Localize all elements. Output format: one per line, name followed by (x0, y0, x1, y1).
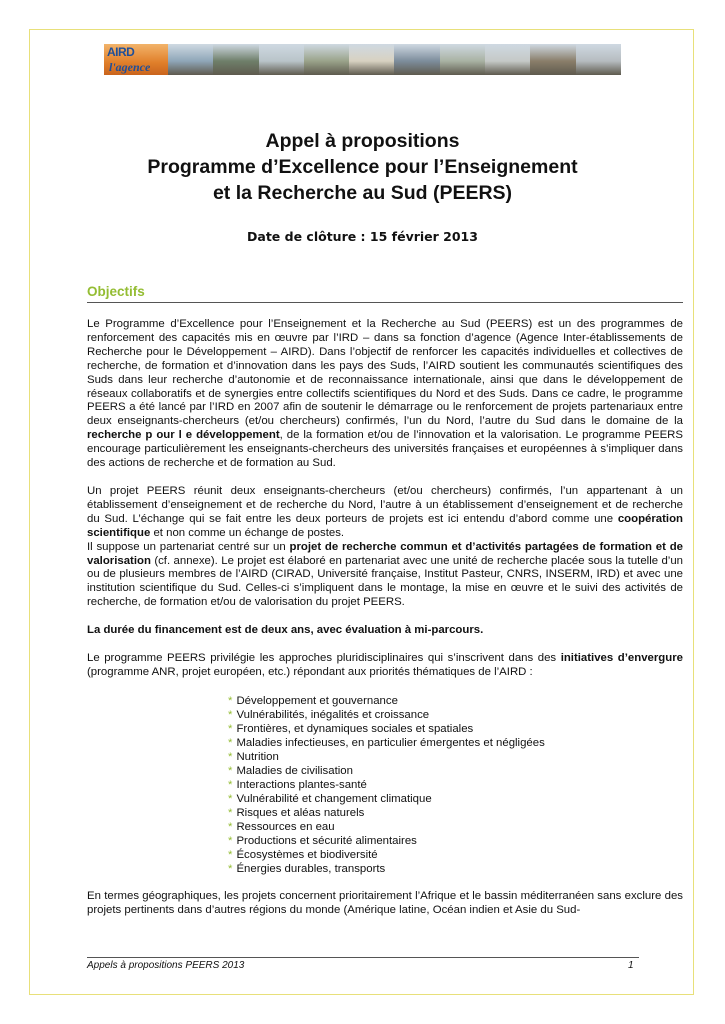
logo-sub-text: l'agence (109, 60, 151, 74)
list-item (228, 848, 683, 862)
paragraph-emphasis: initiatives d’envergure (560, 652, 683, 665)
logo-main-text: AIRD (107, 45, 135, 59)
bullet-star-icon: * (228, 694, 233, 707)
list-item-label: Risques et aléas naturels (236, 806, 365, 819)
bullet-star-icon: * (228, 806, 233, 819)
list-item (228, 834, 683, 848)
closing-date: Date de clôture : 15 février 2013 (247, 229, 478, 244)
banner-photo (349, 44, 394, 75)
bullet-star-icon: * (228, 722, 233, 735)
list-item-label: Développement et gouvernance (236, 694, 398, 707)
list-item (228, 820, 683, 834)
list-item (228, 792, 683, 806)
list-item (228, 708, 683, 722)
banner-photo-strip (168, 44, 621, 75)
bullet-star-icon: * (228, 736, 233, 749)
bullet-star-icon: * (228, 862, 233, 875)
list-item (228, 806, 683, 820)
list-item (228, 722, 683, 736)
header-banner (104, 44, 621, 75)
title-line-1: Appel à propositions (265, 130, 460, 152)
banner-photo (394, 44, 439, 75)
paragraph-text: (cf. annexe). Le projet est élaboré en partenariat avec une unité de recherche placée sous la tutelle d’un ou de plusieurs membres de l’AIRD (CIRAD, Université française, Institut Pasteur, CNRS, INSERM, IRD) et avec une institution scientifique du Sud. Celles-ci s’impliquent dans le montage, la mise en œuvre et le suivi des activités de recherche, de formation et/ou de valorisation du projet PEERS. (87, 554, 683, 609)
paragraph-emphasis: recherche p our l e développement (87, 429, 280, 442)
bullet-star-icon: * (228, 708, 233, 721)
banner-photo (304, 44, 349, 75)
banner-photo (259, 44, 304, 75)
list-item (228, 764, 683, 778)
paragraph-text: et non comme un échange de postes. (150, 526, 345, 539)
list-item-label: Vulnérabilités, inégalités et croissance (236, 708, 430, 721)
paragraph-projet (87, 485, 683, 541)
paragraph-geographie: En termes géographiques, les projets concernent prioritairement l’Afrique et le bassin méditerranéen sans exclure des projets pertinents dans d’autres régions du monde (Amérique latine, Océan indien et Asie du Sud- (87, 889, 683, 916)
paragraph-intro (87, 318, 683, 471)
banner-photo (530, 44, 575, 75)
aird-logo (104, 44, 168, 75)
list-item-label: Vulnérabilité et changement climatique (236, 792, 432, 805)
thematic-priorities-list (87, 694, 683, 876)
paragraph-text: Un projet PEERS réunit deux enseignants-chercheurs (et/ou chercheurs) confirmés, l’un appartenant à un établissement d’enseignement et de recherche du Nord, l’autre à un établissement d’enseignement et de recherche du Sud. L’échange qui se fait entre les deux porteurs de projets est ici entendu d’abord comme une (87, 484, 683, 525)
paragraph-emphasis: projet de recherche commun et d’activités partagées de formation et de valorisation (87, 540, 683, 567)
body-content (87, 318, 683, 918)
paragraph-text: Il suppose un partenariat centré sur un (87, 540, 290, 553)
paragraph-text: Le Programme d’Excellence pour l’Enseignement et la Recherche au Sud (PEERS) est un des programmes de renforcement des capacités mis en œuvre par l’IRD – dans sa fonction d’agence (Agence Inter-établissements de Recherche pour le Développement – AIRD). Dans l’objectif de renforcer les capacités individuelles et collectives de recherche, de formation et d’innovation dans les pays des Suds, l’AIRD soutient les communautés scientifiques des Suds dans leur recherche d’autonomie et de reconnaissance internationale, ainsi que dans le développement de réseaux collaboratifs et de synergies entre collectifs scientifiques du Nord et des Suds. Dans ce cadre, le programme PEERS a été lancé par l’IRD en 2007 afin de soutenir le démarrage ou le renforcement de projets partenariaux entre deux enseignants-chercheurs (et/ou chercheurs) confirmés, l’un du Nord, l’autre du Sud dans le domaine de la (87, 318, 683, 428)
list-item (228, 750, 683, 764)
bullet-star-icon: * (228, 820, 233, 833)
bullet-star-icon: * (228, 764, 233, 777)
paragraph-text: (programme ANR, projet européen, etc.) répondant aux priorités thématiques de l’AIRD : (87, 665, 533, 678)
paragraph-priorites (87, 652, 683, 680)
banner-photo (576, 44, 621, 75)
list-item-label: Écosystèmes et biodiversité (236, 848, 378, 861)
banner-photo (440, 44, 485, 75)
title-line-3: et la Recherche au Sud (PEERS) (212, 182, 513, 204)
list-item (228, 736, 683, 750)
title-line-2: Programme d’Excellence pour l’Enseignement (147, 156, 578, 178)
banner-photo (485, 44, 530, 75)
banner-photo (213, 44, 258, 75)
list-item (228, 778, 683, 792)
paragraph-partenariat (87, 541, 683, 611)
section-divider (87, 302, 683, 303)
paragraph-text: Le programme PEERS privilégie les approches pluridisciplinaires qui s’inscrivent dans des (87, 652, 561, 665)
list-item-label: Maladies infectieuses, en particulier émergentes et négligées (236, 736, 545, 749)
banner-photo (168, 44, 213, 75)
list-item-label: Ressources en eau (236, 820, 335, 833)
footer-document-name: Appels à propositions PEERS 2013 (87, 960, 245, 971)
bullet-star-icon: * (228, 778, 233, 791)
section-heading-objectifs: Objectifs (87, 284, 145, 299)
list-item-label: Frontières, et dynamiques sociales et spatiales (236, 722, 474, 735)
bullet-star-icon: * (228, 750, 233, 763)
list-item-label: Maladies de civilisation (236, 764, 353, 777)
bullet-star-icon: * (228, 792, 233, 805)
list-item-label: Interactions plantes-santé (236, 778, 367, 791)
paragraph-emphasis: coopération scientifique (87, 512, 683, 539)
bullet-star-icon: * (228, 834, 233, 847)
paragraph-text: , de la formation et/ou de l’innovation et la valorisation. Le programme PEERS encourage particulièrement les enseignants-chercheurs des universités françaises et européennes à s’impliquer dans des actions de recherche et de formation au Sud. (87, 429, 683, 470)
paragraph-duree: La durée du financement est de deux ans, avec évaluation à mi-parcours. (87, 624, 484, 637)
bullet-star-icon: * (228, 848, 233, 861)
list-item (228, 694, 683, 708)
list-item (228, 862, 683, 876)
list-item-label: Énergies durables, transports (236, 862, 386, 875)
document-title (0, 128, 725, 206)
footer-divider (87, 957, 639, 958)
list-item-label: Productions et sécurité alimentaires (236, 834, 417, 847)
list-item-label: Nutrition (236, 750, 279, 763)
footer-page-number: 1 (628, 960, 634, 971)
